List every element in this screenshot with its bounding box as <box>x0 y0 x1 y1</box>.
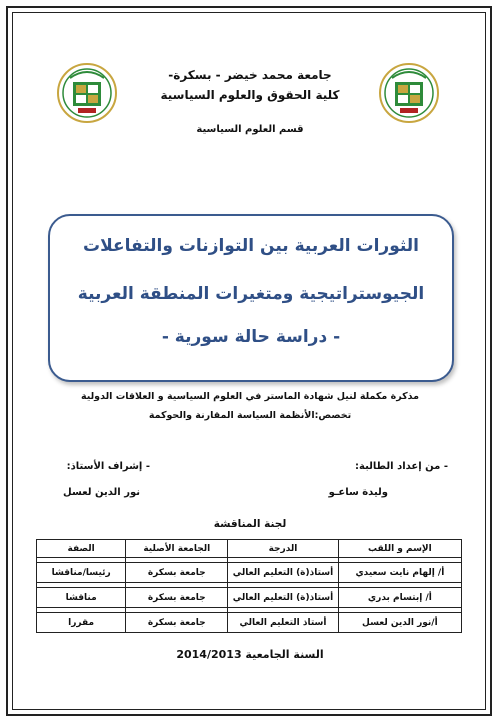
thesis-title-line-1: الثورات العربية بين التوازنات والتفاعلات <box>82 236 420 256</box>
thesis-title-line-3: - دراسة حالة سورية - <box>161 327 341 347</box>
header-university: الجامعة الأصلية <box>126 540 228 558</box>
department-name: قسم العلوم السياسية <box>196 124 304 135</box>
jury-table <box>36 539 462 633</box>
student-label: - من إعداد الطالبة: <box>355 461 448 472</box>
member-name: أ/ إلهام نايت سعيدي <box>338 563 461 583</box>
member-rank: أستاذ(ة) التعليم العالي <box>228 563 339 583</box>
university-logo-left <box>56 62 118 124</box>
table-row <box>37 588 462 608</box>
header-role: الصفة <box>37 540 126 558</box>
faculty-name: كلية الحقوق والعلوم السياسية <box>160 88 340 102</box>
member-university: جامعة بسكرة <box>126 588 228 608</box>
university-logo-right <box>378 62 440 124</box>
jury-title: لجنة المناقشة <box>213 518 287 530</box>
member-university: جامعة بسكرة <box>126 613 228 633</box>
thesis-title-line-2: الجيوستراتيجية ومتغيرات المنطقة العربية <box>77 284 425 304</box>
member-name: أ/نور الدين لعسل <box>338 613 461 633</box>
table-row <box>37 613 462 633</box>
member-university: جامعة بسكرة <box>126 563 228 583</box>
supervisor-label: - إشراف الأستاذ: <box>66 461 150 472</box>
supervisor-name: نور الدين لعسل <box>63 487 140 498</box>
member-role: مناقشا <box>37 588 126 608</box>
specialization: تخصص:الأنظمة السياسة المقارنة والحوكمة <box>148 410 352 421</box>
academic-year: السنة الجامعية 2014/2013 <box>176 648 324 661</box>
table-header-row <box>37 540 462 558</box>
member-name: أ/ إبتسام بدري <box>338 588 461 608</box>
member-role: رئيسا/مناقشا <box>37 563 126 583</box>
member-role: مقررا <box>37 613 126 633</box>
university-name: جامعة محمد خيضر - بسكرة- <box>168 68 332 82</box>
member-rank: أستاذ(ة) التعليم العالي <box>228 588 339 608</box>
degree-statement: مذكرة مكملة لنيل شهادة الماستر في العلوم السياسية و العلاقات الدولية <box>80 391 420 402</box>
header-rank: الدرجة <box>228 540 339 558</box>
member-rank: أستاذ التعليم العالي <box>228 613 339 633</box>
thesis-title-box <box>48 214 454 382</box>
table-row <box>37 563 462 583</box>
header-name: الإسم و اللقب <box>338 540 461 558</box>
student-name: وليدة ساعـو <box>328 487 388 498</box>
